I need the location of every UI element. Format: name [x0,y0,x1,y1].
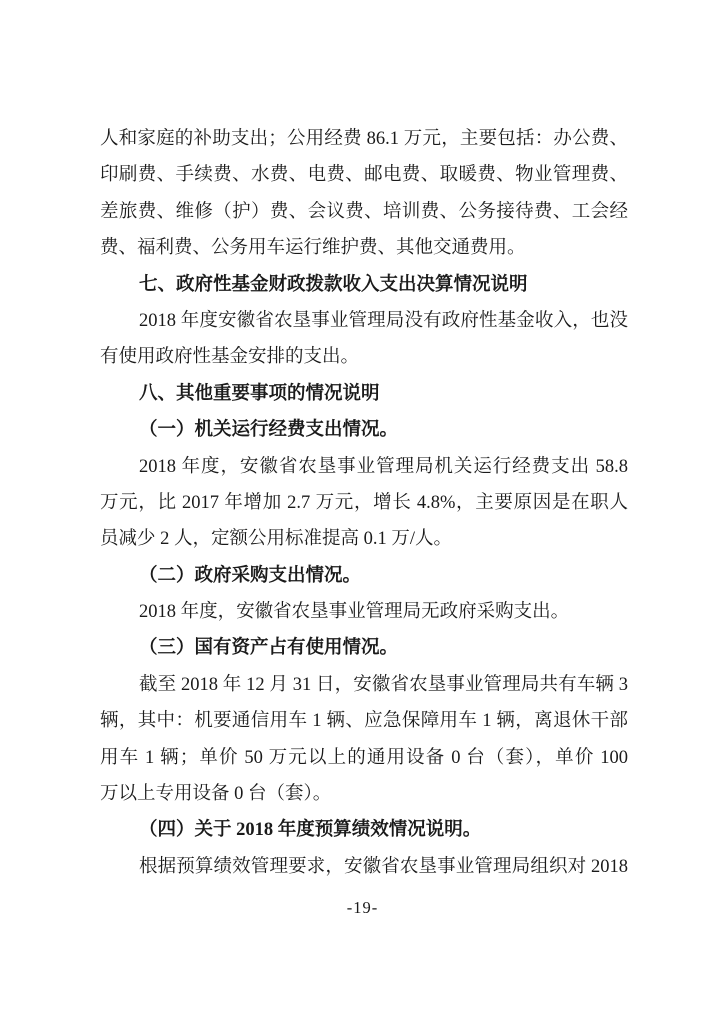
text-line: 截至 2018 年 12 月 31 日，安徽省农垦事业管理局共有车辆 3 [139,674,628,695]
text-line: 2018 年度，安徽省农垦事业管理局无政府采购支出。 [139,602,570,623]
text-line: 2018 年度，安徽省农垦事业管理局机关运行经费支出 58.8 [139,456,628,477]
document-body [100,121,628,885]
section-heading: 八、其他重要事项的情况说明 [139,383,380,404]
text-line: 员减少 2 人，定额公用标准提高 0.1 万/人。 [100,529,453,550]
text-line: 费、福利费、公务用车运行维护费、其他交通费用。 [100,238,526,259]
text-line: 根据预算绩效管理要求，安徽省农垦事业管理局组织对 2018 [139,856,628,877]
section-heading: （二）政府采购支出情况。 [139,565,362,586]
text-line: 印刷费、手续费、水费、电费、邮电费、取暖费、物业管理费、 [100,165,628,186]
section-heading: 七、政府性基金财政拨款收入支出决算情况说明 [139,274,528,295]
text-line: 辆，其中：机要通信用车 1 辆、应急保障用车 1 辆，离退休干部 [100,711,628,732]
section-heading: （三）国有资产占有使用情况。 [139,638,399,659]
text-line: 万以上专用设备 0 台（套）。 [100,784,332,805]
section-heading: （四）关于 2018 年度预算绩效情况说明。 [139,820,482,841]
text-line: 差旅费、维修（护）费、会议费、培训费、公务接待费、工会经 [100,201,628,222]
text-line: 万元，比 2017 年增加 2.7 万元，增长 4.8%，主要原因是在职人 [100,492,628,513]
text-line: 用车 1 辆；单价 50 万元以上的通用设备 0 台（套），单价 100 [100,747,628,768]
text-line: 有使用政府性基金安排的支出。 [100,347,360,368]
page-number: -19- [346,898,379,917]
text-line: 人和家庭的补助支出；公用经费 86.1 万元，主要包括：办公费、 [100,129,628,149]
section-heading: （一）机关运行经费支出情况。 [139,420,399,441]
text-line: 2018 年度安徽省农垦事业管理局没有政府性基金收入，也没 [139,310,628,331]
